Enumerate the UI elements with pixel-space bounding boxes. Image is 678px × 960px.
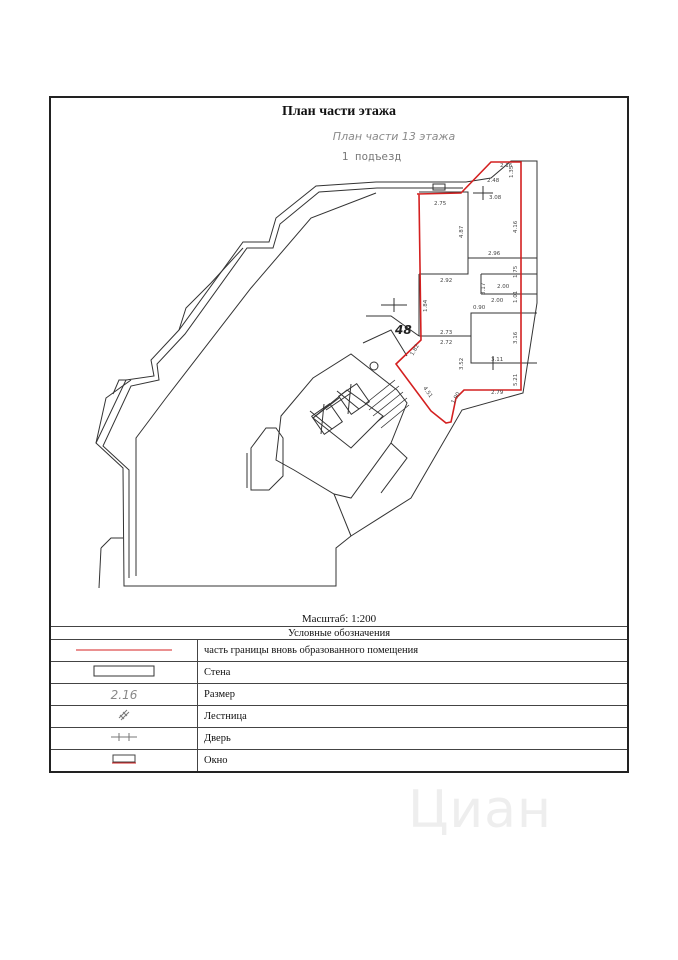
dimension-label: 3.17 [481, 282, 487, 295]
building-outline [96, 161, 537, 586]
dimension-sample: 2.16 [110, 687, 138, 702]
dimension-label: 1.35 [509, 165, 515, 178]
dimension-label: 1.84 [423, 299, 429, 312]
plan-title: План части этажа [281, 104, 397, 119]
dimension-label: 3.11 [491, 357, 504, 363]
legend-table [51, 626, 627, 771]
legend-row [51, 662, 627, 684]
legend-label: Окно [198, 750, 628, 772]
legend-row [51, 640, 627, 662]
legend-header-row [51, 627, 627, 640]
floor-plan [51, 98, 627, 613]
dimension-label: 3.52 [459, 357, 465, 370]
dimension-label: 5.21 [513, 373, 519, 386]
legend-label: Лестница [198, 706, 628, 728]
dimension-icon [51, 684, 198, 706]
dimension-label: 4.51 [421, 385, 434, 400]
dimension-label: 2.48 [487, 178, 500, 184]
door-icon [51, 728, 198, 750]
dimension-label: 4.87 [459, 225, 465, 238]
dimension-label: 3.08 [489, 195, 502, 201]
legend-row [51, 728, 627, 750]
dimension-label: 1.82 [409, 343, 421, 357]
dimension-label: 2.96 [488, 251, 501, 257]
new-premise-boundary [396, 162, 521, 423]
dimension-label: 1.75 [513, 265, 519, 278]
red-line-icon [51, 640, 198, 662]
legend-row [51, 750, 627, 772]
apartment-number: 48 [395, 323, 412, 337]
dimension-label: 1.01 [513, 290, 519, 303]
legend-header: Условные обозначения [51, 627, 627, 640]
dimension-label: 2.73 [440, 330, 453, 336]
window-icon [51, 750, 198, 772]
scale-label: Масштаб: 1:200 [301, 613, 377, 625]
dimension-label: 3.16 [513, 331, 519, 344]
dimension-label: 2.75 [434, 201, 447, 207]
watermark-logo: Циан [408, 780, 553, 840]
dimension-label: 4.16 [513, 220, 519, 233]
dimension-label: 2.79 [491, 390, 504, 396]
entrance-label: 1 подъезд [341, 150, 402, 163]
dimension-label: 1.90 [450, 391, 462, 405]
legend-row [51, 684, 627, 706]
legend-row [51, 706, 627, 728]
dimension-label: 0.90 [473, 305, 486, 311]
wall-icon [51, 662, 198, 684]
stair-icon [51, 706, 198, 728]
dimension-label: 2.16 [500, 163, 513, 169]
plan-subtitle: План части 13 этажа [332, 130, 456, 143]
legend-label: Размер [198, 684, 628, 706]
dimension-label: 2.00 [497, 284, 510, 290]
legend-label: Стена [198, 662, 628, 684]
plan-sheet [49, 96, 629, 773]
dimension-label: 2.72 [440, 340, 453, 346]
dimension-label: 2.92 [440, 278, 453, 284]
legend-label: Дверь [198, 728, 628, 750]
dimension-label: 2.00 [491, 298, 504, 304]
legend-label: часть границы вновь образованного помещения [198, 640, 628, 662]
